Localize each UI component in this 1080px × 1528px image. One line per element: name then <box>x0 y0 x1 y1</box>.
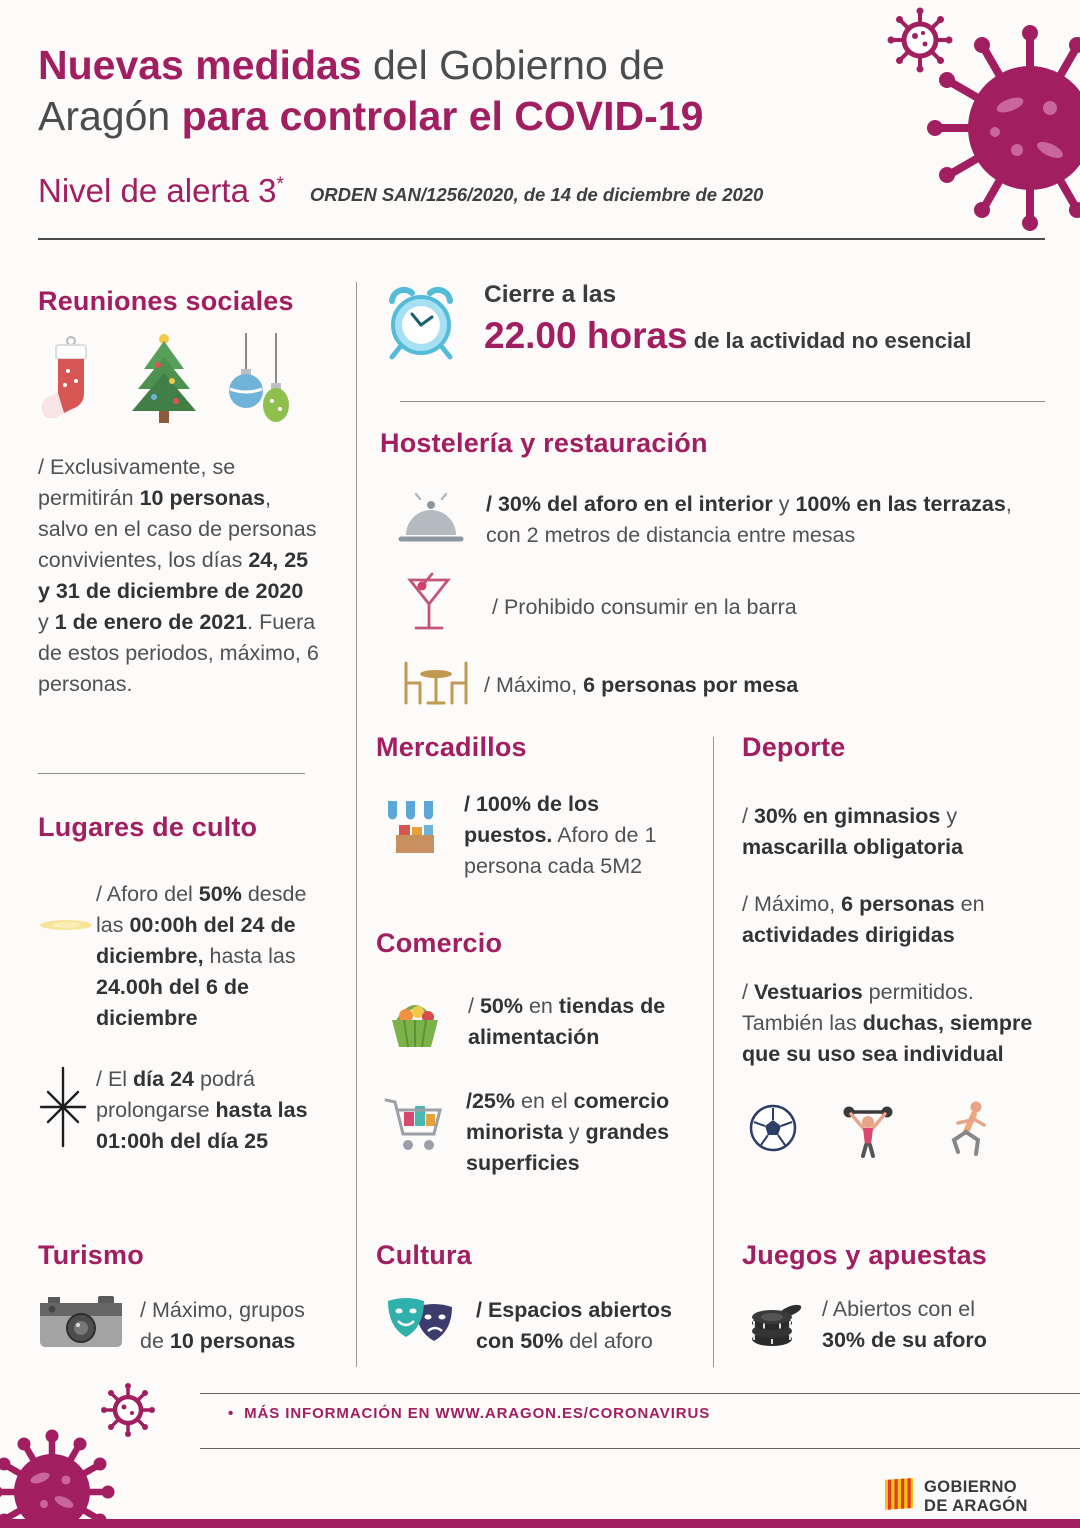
shopping-cart-icon <box>376 1086 466 1161</box>
title-accent-2: para controlar el COVID-19 <box>181 92 704 139</box>
comercio-item-2 <box>376 1086 691 1179</box>
cierre-text <box>484 281 971 357</box>
christmas-stocking-icon <box>38 335 104 432</box>
cierre-hour: 22.00 horas <box>484 315 688 356</box>
food-basket-icon <box>376 991 468 1056</box>
section-reuniones-sociales <box>38 286 323 700</box>
poker-chips-icon <box>742 1293 822 1356</box>
football-icon <box>748 1103 798 1158</box>
footer-bullet: • <box>228 1405 235 1422</box>
christmas-ornaments-icon <box>224 331 296 432</box>
footer-line-bottom <box>200 1448 1080 1449</box>
star-sparkle-icon <box>38 1064 96 1153</box>
culto-item-1 <box>38 879 340 1034</box>
section-juegos <box>742 1240 1045 1356</box>
cocktail-glass-icon <box>380 572 492 643</box>
alert-asterisk: * <box>276 174 284 195</box>
culto-item-2 <box>38 1064 340 1157</box>
page-title <box>38 40 878 142</box>
cultura-text-1: / Espacios abiertos con 50% del aforo <box>476 1297 672 1353</box>
footer-label: MÁS INFORMACIÓN EN <box>244 1405 436 1422</box>
culto-text-1: / Aforo del 50% desde las 00:00h del 24 de diciembre, hasta las 24.00h del 6 de diciembre <box>96 882 307 1030</box>
alarm-clock-icon <box>382 281 460 368</box>
light-glow-icon <box>38 879 96 944</box>
table-and-chairs-icon <box>380 657 484 714</box>
section-deporte <box>742 732 1045 1163</box>
title-gray-2: Aragón <box>38 92 182 139</box>
footer-url-link[interactable]: WWW.ARAGON.ES/CORONAVIRUS <box>435 1405 711 1422</box>
hosteleria-text-1: / 30% del aforo en el interior y 100% en las terrazas, con 2 metros de distancia entre mesas <box>486 492 1012 547</box>
theater-masks-icon <box>376 1293 476 1358</box>
juegos-title: Juegos y apuestas <box>742 1240 988 1270</box>
alert-row <box>38 172 763 210</box>
culto-text-2: / El día 24 podrá prolongarse hasta las 01:00h del día 25 <box>96 1066 308 1153</box>
section-turismo <box>38 1240 340 1358</box>
cierre-rest: de la actividad no esencial <box>687 328 972 353</box>
deporte-text-1: / 30% en gimnasios y mascarilla obligatoria <box>742 804 964 859</box>
section-cultura <box>376 1240 688 1358</box>
comercio-item-1 <box>376 991 691 1056</box>
hosteleria-item-3 <box>380 657 1045 714</box>
mercadillos-title: Mercadillos <box>376 732 527 762</box>
juegos-item-1 <box>742 1293 1045 1356</box>
camera-icon <box>38 1293 124 1358</box>
comercio-text-2: /25% en el comercio minorista y grandes superficies <box>466 1089 670 1175</box>
coronavirus-icon <box>845 0 1080 270</box>
serving-cloche-icon <box>380 489 486 554</box>
cultura-item-1 <box>376 1293 688 1358</box>
comercio-text-1: / 50% en tiendas de alimentación <box>468 994 666 1049</box>
aragon-flag-icon <box>884 1476 914 1517</box>
gobierno-aragon-logo <box>884 1476 1028 1517</box>
christmas-tree-icon <box>118 331 210 432</box>
cierre-separator <box>400 401 1045 402</box>
sport-icons-row <box>742 1098 1045 1163</box>
mercadillos-text-1: / 100% de los puestos. Aforo de 1 persona cada 5M2 <box>464 792 657 878</box>
section-hosteleria <box>380 428 1045 714</box>
bottom-accent-bar <box>0 1519 1080 1528</box>
market-stall-icon <box>376 789 464 862</box>
alert-level: Nivel de alerta 3* <box>38 172 284 209</box>
culto-title: Lugares de culto <box>38 812 258 842</box>
footer-info <box>228 1405 710 1422</box>
reuniones-title: Reuniones sociales <box>38 286 294 316</box>
hosteleria-text-3: / Máximo, 6 personas por mesa <box>484 673 799 698</box>
logo-line-2: DE ARAGÓN <box>924 1496 1028 1515</box>
section-mercadillos <box>376 732 688 882</box>
section-comercio <box>376 928 691 1179</box>
weightlifter-icon <box>838 1098 898 1163</box>
hosteleria-text-2: / Prohibido consumir en la barra <box>492 595 797 620</box>
section-lugares-de-culto <box>38 812 340 1157</box>
christmas-icons-row <box>38 331 323 432</box>
cultura-title: Cultura <box>376 1240 472 1270</box>
juegos-text-1: / Abiertos con el 30% de su aforo <box>822 1296 987 1352</box>
coronavirus-footer-icon <box>0 1380 175 1528</box>
runner-icon <box>938 1098 992 1163</box>
deporte-text-2: / Máximo, 6 personas en actividades dirigidas <box>742 891 985 947</box>
turismo-title: Turismo <box>38 1240 144 1270</box>
turismo-text-1: / Máximo, grupos de 10 personas <box>140 1297 305 1353</box>
section-cierre <box>382 281 1045 368</box>
vertical-divider-left <box>356 282 357 1367</box>
reuniones-text: / Exclusivamente, se permitirán 10 personas, salvo en el caso de personas convivientes, los días 24, 25 y 31 de diciembre de 2020 y 1 de enero de 2021. Fuera de estos periodos, máximo, 6 personas. <box>38 455 319 696</box>
logo-text <box>924 1478 1028 1516</box>
footer-line-top <box>200 1393 1080 1394</box>
mercadillos-item-1 <box>376 789 688 882</box>
logo-line-1: GOBIERNO <box>924 1477 1018 1496</box>
hosteleria-item-1 <box>380 489 1045 554</box>
comercio-title: Comercio <box>376 928 503 958</box>
hosteleria-item-2 <box>380 572 1045 643</box>
order-reference: ORDEN SAN/1256/2020, de 14 de diciembre de 2020 <box>309 184 764 205</box>
vertical-divider-right <box>713 737 714 1367</box>
hosteleria-title: Hostelería y restauración <box>380 428 708 458</box>
deporte-title: Deporte <box>742 732 846 762</box>
title-gray-1: del Gobierno de <box>361 42 665 88</box>
cierre-line1: Cierre a las <box>484 281 617 308</box>
left-separator <box>38 773 305 774</box>
deporte-text-3: / Vestuarios permitidos. También las duchas, siempre que su uso sea individual <box>742 979 1033 1066</box>
title-accent-1: Nuevas medidas <box>38 42 362 88</box>
turismo-item-1 <box>38 1293 340 1358</box>
header <box>38 40 878 142</box>
